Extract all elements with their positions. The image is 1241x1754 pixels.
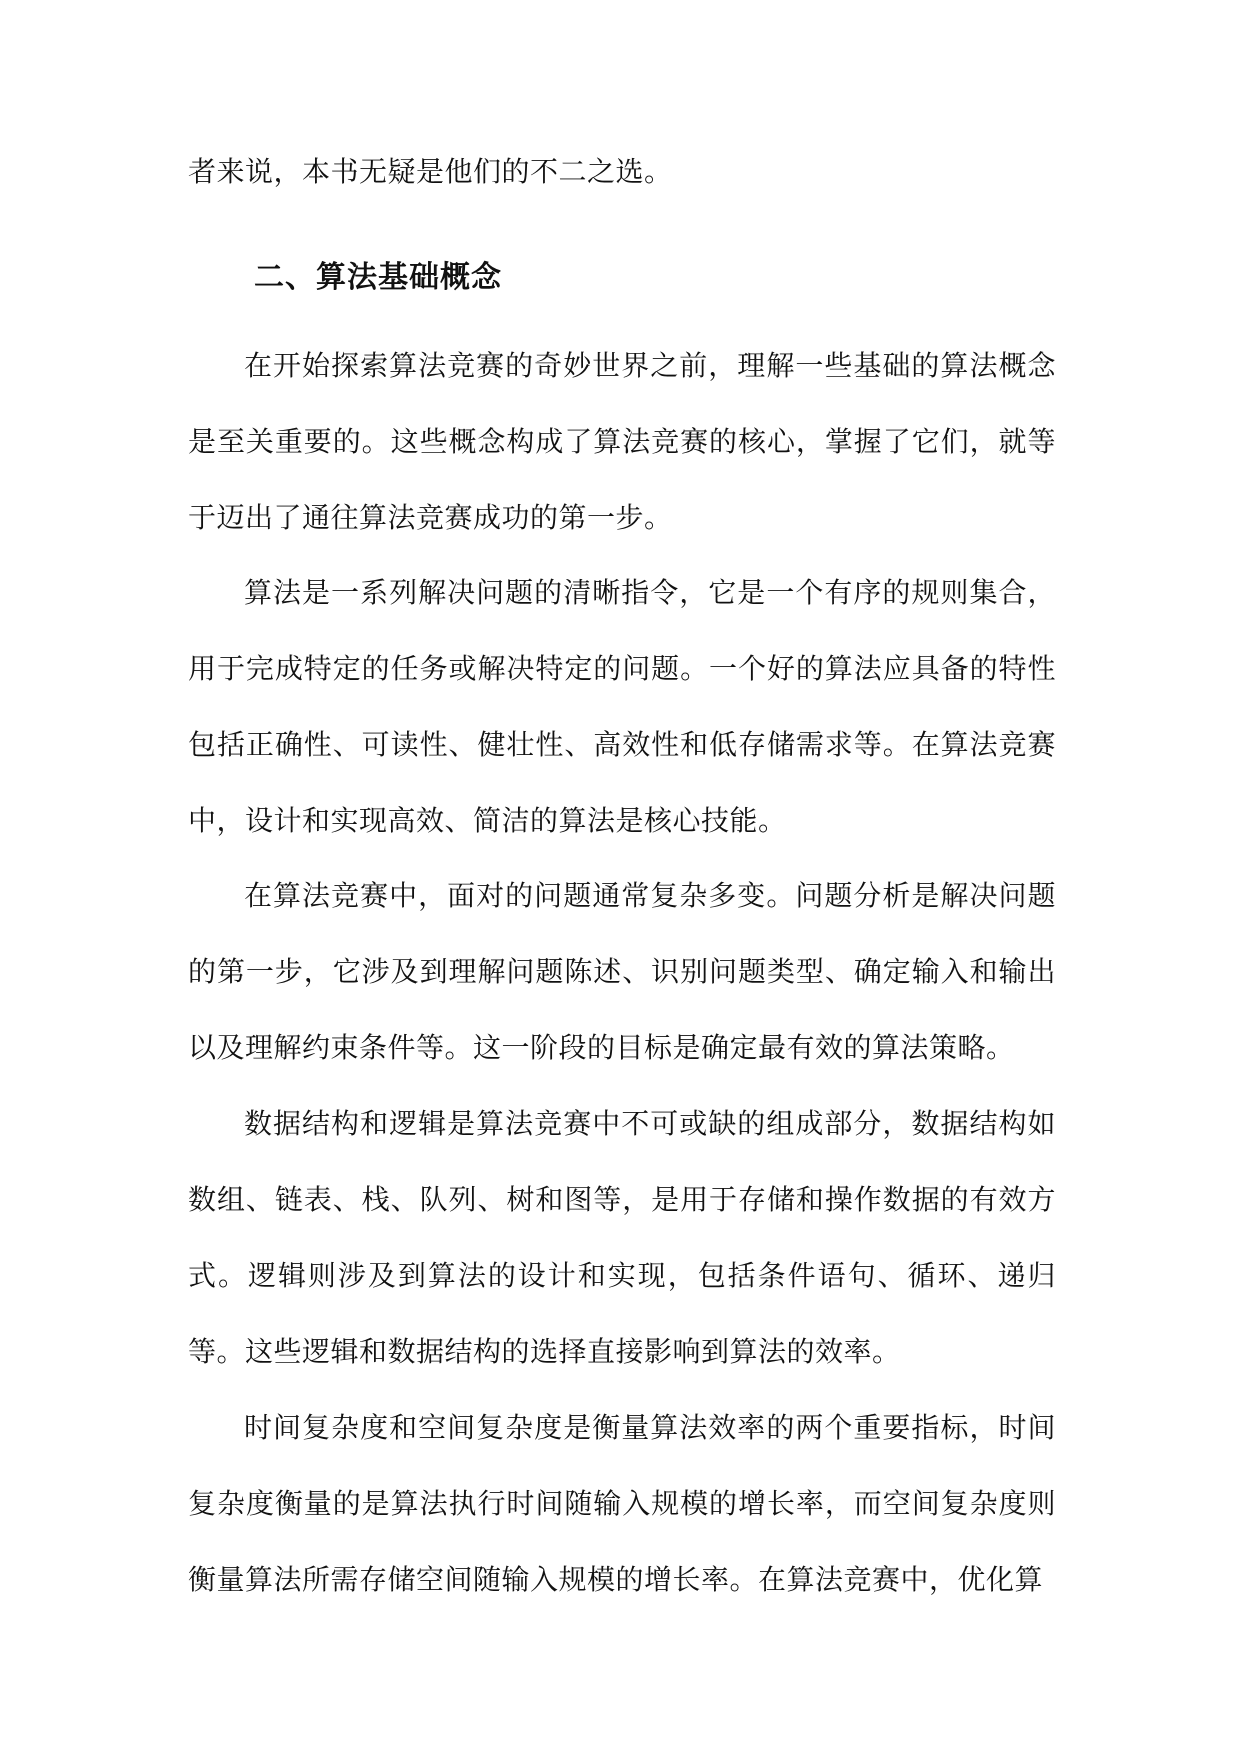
paragraph-intro: 在开始探索算法竞赛的奇妙世界之前，理解一些基础的算法概念是至关重要的。这些概念构成了算法竞赛的核心，掌握了它们，就等于迈出了通往算法竞赛成功的第一步。	[188, 349, 1056, 534]
paragraph-algorithm-definition: 算法是一系列解决问题的清晰指令，它是一个有序的规则集合，用于完成特定的任务或解决特定的问题。一个好的算法应具备的特性包括正确性、可读性、健壮性、高效性和低存储需求等。在算法竞赛中，设计和实现高效、简洁的算法是核心技能。	[188, 576, 1056, 837]
paragraph-data-structures: 数据结构和逻辑是算法竞赛中不可或缺的组成部分，数据结构如数组、链表、栈、队列、树和图等，是用于存储和操作数据的有效方式。逻辑则涉及到算法的设计和实现，包括条件语句、循环、递归等。这些逻辑和数据结构的选择直接影响到算法的效率。	[188, 1107, 1056, 1368]
paragraph-problem-analysis: 在算法竞赛中，面对的问题通常复杂多变。问题分析是解决问题的第一步，它涉及到理解问题陈述、识别问题类型、确定输入和输出以及理解约束条件等。这一阶段的目标是确定最有效的算法策略。	[188, 879, 1056, 1064]
paragraph-complexity: 时间复杂度和空间复杂度是衡量算法效率的两个重要指标，时间复杂度衡量的是算法执行时间随输入规模的增长率，而空间复杂度则衡量算法所需存储空间随输入规模的增长率。在算法竞赛中，优化算	[188, 1411, 1056, 1596]
section-heading: 二、算法基础概念	[254, 260, 502, 295]
lead-paragraph: 者来说，本书无疑是他们的不二之选。	[188, 155, 673, 188]
